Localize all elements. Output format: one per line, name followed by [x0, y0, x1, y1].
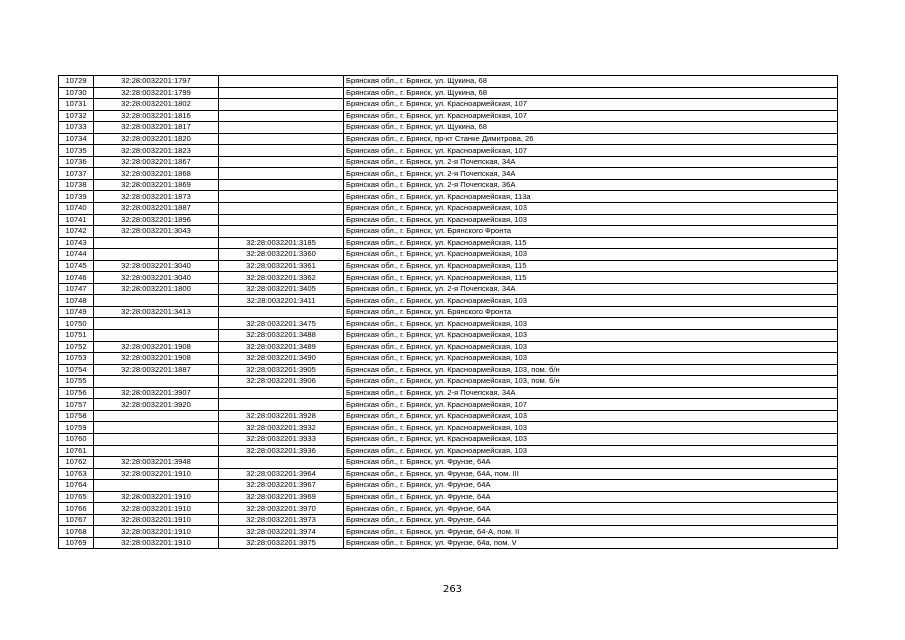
address-cell: Брянская обл., г. Брянск, ул. 2-я Почепская, 34А [344, 283, 838, 295]
cadastral-number-cell: 32:28:0032201:1868 [94, 168, 219, 180]
row-number-cell: 10753 [59, 353, 94, 365]
address-cell: Брянская обл., г. Брянск, ул. Красноармейская, 103 [344, 295, 838, 307]
table-row [59, 110, 838, 122]
address-cell: Брянская обл., г. Брянск, ул. Красноармейская, 115 [344, 272, 838, 284]
table-row [59, 226, 838, 238]
cadastral-number-cell: 32:28:0032201:3043 [94, 226, 219, 238]
related-cadastral-number-cell: 32:28:0032201:3933 [219, 433, 344, 445]
cadastral-number-cell [94, 433, 219, 445]
related-cadastral-number-cell: 32:28:0032201:3489 [219, 341, 344, 353]
related-cadastral-number-cell: 32:28:0032201:3405 [219, 283, 344, 295]
address-cell: Брянская обл., г. Брянск, ул. Брянского Фронта [344, 226, 838, 238]
related-cadastral-number-cell: 32:28:0032201:3488 [219, 330, 344, 342]
related-cadastral-number-cell: 32:28:0032201:3362 [219, 272, 344, 284]
table-row [59, 99, 838, 111]
table-row [59, 330, 838, 342]
address-cell: Брянская обл., г. Брянск, ул. Фрунзе, 64А [344, 480, 838, 492]
table-row [59, 249, 838, 261]
cadastral-number-cell: 32:28:0032201:1910 [94, 514, 219, 526]
address-cell: Брянская обл., г. Брянск, ул. 2-я Почепская, 34А [344, 156, 838, 168]
related-cadastral-number-cell: 32:28:0032201:3411 [219, 295, 344, 307]
cadastral-number-cell: 32:28:0032201:1887 [94, 203, 219, 215]
address-cell: Брянская обл., г. Брянск, ул. Красноармейская, 113а [344, 191, 838, 203]
row-number-cell: 10754 [59, 364, 94, 376]
cadastral-number-cell: 32:28:0032201:1799 [94, 87, 219, 99]
cadastral-number-cell [94, 410, 219, 422]
address-cell: Брянская обл., г. Брянск, ул. Красноармейская, 103 [344, 422, 838, 434]
related-cadastral-number-cell [219, 226, 344, 238]
cadastral-number-cell [94, 295, 219, 307]
row-number-cell: 10767 [59, 514, 94, 526]
table-row [59, 133, 838, 145]
row-number-cell: 10749 [59, 306, 94, 318]
row-number-cell: 10730 [59, 87, 94, 99]
table-row [59, 526, 838, 538]
address-cell: Брянская обл., г. Брянск, ул. Красноармейская, 103 [344, 249, 838, 261]
related-cadastral-number-cell: 32:28:0032201:3475 [219, 318, 344, 330]
row-number-cell: 10729 [59, 76, 94, 88]
cadastral-number-cell: 32:28:0032201:1816 [94, 110, 219, 122]
row-number-cell: 10760 [59, 433, 94, 445]
table-row [59, 376, 838, 388]
table-row [59, 76, 838, 88]
cadastral-number-cell: 32:28:0032201:3907 [94, 387, 219, 399]
row-number-cell: 10735 [59, 145, 94, 157]
related-cadastral-number-cell [219, 191, 344, 203]
table-row [59, 145, 838, 157]
page-number: 263 [442, 584, 463, 595]
address-cell: Брянская обл., г. Брянск, ул. Красноармейская, 103 [344, 410, 838, 422]
related-cadastral-number-cell [219, 122, 344, 134]
related-cadastral-number-cell [219, 133, 344, 145]
address-cell: Брянская обл., г. Брянск, ул. Красноармейская, 103 [344, 433, 838, 445]
cadastral-number-cell: 32:28:0032201:1910 [94, 526, 219, 538]
table-row [59, 203, 838, 215]
related-cadastral-number-cell: 32:28:0032201:3490 [219, 353, 344, 365]
cadastral-number-cell: 32:28:0032201:1908 [94, 341, 219, 353]
address-cell: Брянская обл., г. Брянск, ул. Фрунзе, 64А [344, 503, 838, 515]
row-number-cell: 10741 [59, 214, 94, 226]
row-number-cell: 10737 [59, 168, 94, 180]
row-number-cell: 10756 [59, 387, 94, 399]
row-number-cell: 10747 [59, 283, 94, 295]
table-row [59, 295, 838, 307]
address-cell: Брянская обл., г. Брянск, ул. Фрунзе, 64А [344, 514, 838, 526]
address-cell: Брянская обл., г. Брянск, ул. Щукина, 68 [344, 76, 838, 88]
row-number-cell: 10742 [59, 226, 94, 238]
cadastral-registry-table [58, 75, 838, 549]
related-cadastral-number-cell [219, 214, 344, 226]
table-row [59, 468, 838, 480]
related-cadastral-number-cell: 32:28:0032201:3928 [219, 410, 344, 422]
cadastral-number-cell: 32:28:0032201:1910 [94, 503, 219, 515]
row-number-cell: 10765 [59, 491, 94, 503]
row-number-cell: 10743 [59, 237, 94, 249]
row-number-cell: 10758 [59, 410, 94, 422]
address-cell: Брянская обл., г. Брянск, ул. Красноармейская, 103 [344, 353, 838, 365]
address-cell: Брянская обл., г. Брянск, ул. Фрунзе, 64-А, пом. II [344, 526, 838, 538]
row-number-cell: 10763 [59, 468, 94, 480]
cadastral-number-cell: 32:28:0032201:3413 [94, 306, 219, 318]
cadastral-number-cell: 32:28:0032201:3040 [94, 272, 219, 284]
table-row [59, 341, 838, 353]
cadastral-number-cell: 32:28:0032201:3920 [94, 399, 219, 411]
row-number-cell: 10757 [59, 399, 94, 411]
cadastral-number-cell: 32:28:0032201:1896 [94, 214, 219, 226]
cadastral-number-cell [94, 237, 219, 249]
related-cadastral-number-cell: 32:28:0032201:3975 [219, 537, 344, 549]
related-cadastral-number-cell: 32:28:0032201:3906 [219, 376, 344, 388]
related-cadastral-number-cell [219, 168, 344, 180]
cadastral-number-cell: 32:28:0032201:1800 [94, 283, 219, 295]
cadastral-number-cell [94, 480, 219, 492]
address-cell: Брянская обл., г. Брянск, ул. Фрунзе, 64а, пом. V [344, 537, 838, 549]
row-number-cell: 10733 [59, 122, 94, 134]
address-cell: Брянская обл., г. Брянск, ул. Красноармейская, 103 [344, 341, 838, 353]
cadastral-number-cell: 32:28:0032201:1820 [94, 133, 219, 145]
related-cadastral-number-cell [219, 387, 344, 399]
cadastral-number-cell [94, 249, 219, 261]
row-number-cell: 10731 [59, 99, 94, 111]
table-row [59, 179, 838, 191]
related-cadastral-number-cell [219, 156, 344, 168]
cadastral-number-cell: 32:28:0032201:3948 [94, 457, 219, 469]
address-cell: Брянская обл., г. Брянск, ул. Щукина, 68 [344, 122, 838, 134]
row-number-cell: 10745 [59, 260, 94, 272]
row-number-cell: 10768 [59, 526, 94, 538]
table-row [59, 168, 838, 180]
related-cadastral-number-cell: 32:28:0032201:3964 [219, 468, 344, 480]
row-number-cell: 10759 [59, 422, 94, 434]
row-number-cell: 10738 [59, 179, 94, 191]
cadastral-number-cell [94, 318, 219, 330]
row-number-cell: 10744 [59, 249, 94, 261]
address-cell: Брянская обл., г. Брянск, ул. 2-я Почепская, 34А [344, 168, 838, 180]
row-number-cell: 10766 [59, 503, 94, 515]
related-cadastral-number-cell: 32:28:0032201:3932 [219, 422, 344, 434]
address-cell: Брянская обл., г. Брянск, пр-кт Станке Димитрова, 26 [344, 133, 838, 145]
table-row [59, 364, 838, 376]
related-cadastral-number-cell [219, 110, 344, 122]
row-number-cell: 10755 [59, 376, 94, 388]
row-number-cell: 10764 [59, 480, 94, 492]
address-cell: Брянская обл., г. Брянск, ул. Фрунзе, 64А [344, 491, 838, 503]
address-cell: Брянская обл., г. Брянск, ул. Красноармейская, 107 [344, 110, 838, 122]
cadastral-number-cell: 32:28:0032201:1867 [94, 156, 219, 168]
table-row [59, 353, 838, 365]
related-cadastral-number-cell: 32:28:0032201:3905 [219, 364, 344, 376]
address-cell: Брянская обл., г. Брянск, ул. Красноармейская, 103 [344, 318, 838, 330]
related-cadastral-number-cell: 32:28:0032201:3969 [219, 491, 344, 503]
related-cadastral-number-cell: 32:28:0032201:3360 [219, 249, 344, 261]
cadastral-number-cell: 32:28:0032201:1910 [94, 468, 219, 480]
related-cadastral-number-cell: 32:28:0032201:3967 [219, 480, 344, 492]
table-row [59, 433, 838, 445]
table-row [59, 410, 838, 422]
row-number-cell: 10748 [59, 295, 94, 307]
cadastral-number-cell: 32:28:0032201:1802 [94, 99, 219, 111]
address-cell: Брянская обл., г. Брянск, ул. Красноармейская, 107 [344, 399, 838, 411]
row-number-cell: 10734 [59, 133, 94, 145]
table-row [59, 457, 838, 469]
row-number-cell: 10732 [59, 110, 94, 122]
address-cell: Брянская обл., г. Брянск, ул. Красноармейская, 107 [344, 99, 838, 111]
address-cell: Брянская обл., г. Брянск, ул. Красноармейская, 103 [344, 214, 838, 226]
table-row [59, 283, 838, 295]
address-cell: Брянская обл., г. Брянск, ул. Фрунзе, 64А, пом. III [344, 468, 838, 480]
table-body [59, 76, 838, 549]
related-cadastral-number-cell [219, 76, 344, 88]
related-cadastral-number-cell: 32:28:0032201:3974 [219, 526, 344, 538]
cadastral-number-cell: 32:28:0032201:1908 [94, 353, 219, 365]
address-cell: Брянская обл., г. Брянск, ул. 2-я Почепская, 36А [344, 179, 838, 191]
table-row [59, 156, 838, 168]
table-row [59, 260, 838, 272]
related-cadastral-number-cell: 32:28:0032201:3970 [219, 503, 344, 515]
cadastral-number-cell: 32:28:0032201:1797 [94, 76, 219, 88]
row-number-cell: 10739 [59, 191, 94, 203]
row-number-cell: 10740 [59, 203, 94, 215]
related-cadastral-number-cell [219, 179, 344, 191]
cadastral-number-cell: 32:28:0032201:1910 [94, 491, 219, 503]
cadastral-number-cell: 32:28:0032201:1817 [94, 122, 219, 134]
address-cell: Брянская обл., г. Брянск, ул. Красноармейская, 115 [344, 260, 838, 272]
related-cadastral-number-cell: 32:28:0032201:3361 [219, 260, 344, 272]
address-cell: Брянская обл., г. Брянск, ул. 2-я Почепская, 34А [344, 387, 838, 399]
address-cell: Брянская обл., г. Брянск, ул. Красноармейская, 103 [344, 445, 838, 457]
table-row [59, 318, 838, 330]
row-number-cell: 10762 [59, 457, 94, 469]
cadastral-number-cell: 32:28:0032201:1823 [94, 145, 219, 157]
cadastral-number-cell [94, 422, 219, 434]
address-cell: Брянская обл., г. Брянск, ул. Красноармейская, 107 [344, 145, 838, 157]
table-row [59, 306, 838, 318]
row-number-cell: 10750 [59, 318, 94, 330]
related-cadastral-number-cell [219, 399, 344, 411]
table-row [59, 503, 838, 515]
table-row [59, 422, 838, 434]
address-cell: Брянская обл., г. Брянск, ул. Красноармейская, 103, пом. б/н [344, 376, 838, 388]
related-cadastral-number-cell [219, 87, 344, 99]
row-number-cell: 10736 [59, 156, 94, 168]
related-cadastral-number-cell: 32:28:0032201:3936 [219, 445, 344, 457]
table-row [59, 537, 838, 549]
table-row [59, 491, 838, 503]
related-cadastral-number-cell [219, 99, 344, 111]
table-row [59, 237, 838, 249]
related-cadastral-number-cell [219, 306, 344, 318]
cadastral-number-cell: 32:28:0032201:1873 [94, 191, 219, 203]
address-cell: Брянская обл., г. Брянск, ул. Красноармейская, 115 [344, 237, 838, 249]
table-row [59, 272, 838, 284]
row-number-cell: 10751 [59, 330, 94, 342]
table-row [59, 480, 838, 492]
related-cadastral-number-cell [219, 457, 344, 469]
cadastral-number-cell: 32:28:0032201:1910 [94, 537, 219, 549]
table-row [59, 122, 838, 134]
table-row [59, 514, 838, 526]
cadastral-number-cell: 32:28:0032201:1887 [94, 364, 219, 376]
address-cell: Брянская обл., г. Брянск, ул. Красноармейская, 103 [344, 203, 838, 215]
row-number-cell: 10769 [59, 537, 94, 549]
address-cell: Брянская обл., г. Брянск, ул. Красноармейская, 103, пом. б/н [344, 364, 838, 376]
cadastral-number-cell: 32:28:0032201:1869 [94, 179, 219, 191]
table-row [59, 445, 838, 457]
table-row [59, 399, 838, 411]
table-row [59, 214, 838, 226]
related-cadastral-number-cell: 32:28:0032201:3973 [219, 514, 344, 526]
cadastral-number-cell: 32:28:0032201:3040 [94, 260, 219, 272]
related-cadastral-number-cell [219, 145, 344, 157]
address-cell: Брянская обл., г. Брянск, ул. Щукина, 68 [344, 87, 838, 99]
address-cell: Брянская обл., г. Брянск, ул. Брянского Фронта [344, 306, 838, 318]
table-row [59, 87, 838, 99]
related-cadastral-number-cell: 32:28:0032201:3185 [219, 237, 344, 249]
address-cell: Брянская обл., г. Брянск, ул. Красноармейская, 103 [344, 330, 838, 342]
table-row [59, 191, 838, 203]
row-number-cell: 10752 [59, 341, 94, 353]
address-cell: Брянская обл., г. Брянск, ул. Фрунзе, 64А [344, 457, 838, 469]
cadastral-number-cell [94, 445, 219, 457]
related-cadastral-number-cell [219, 203, 344, 215]
cadastral-number-cell [94, 376, 219, 388]
row-number-cell: 10761 [59, 445, 94, 457]
row-number-cell: 10746 [59, 272, 94, 284]
cadastral-number-cell [94, 330, 219, 342]
table-row [59, 387, 838, 399]
